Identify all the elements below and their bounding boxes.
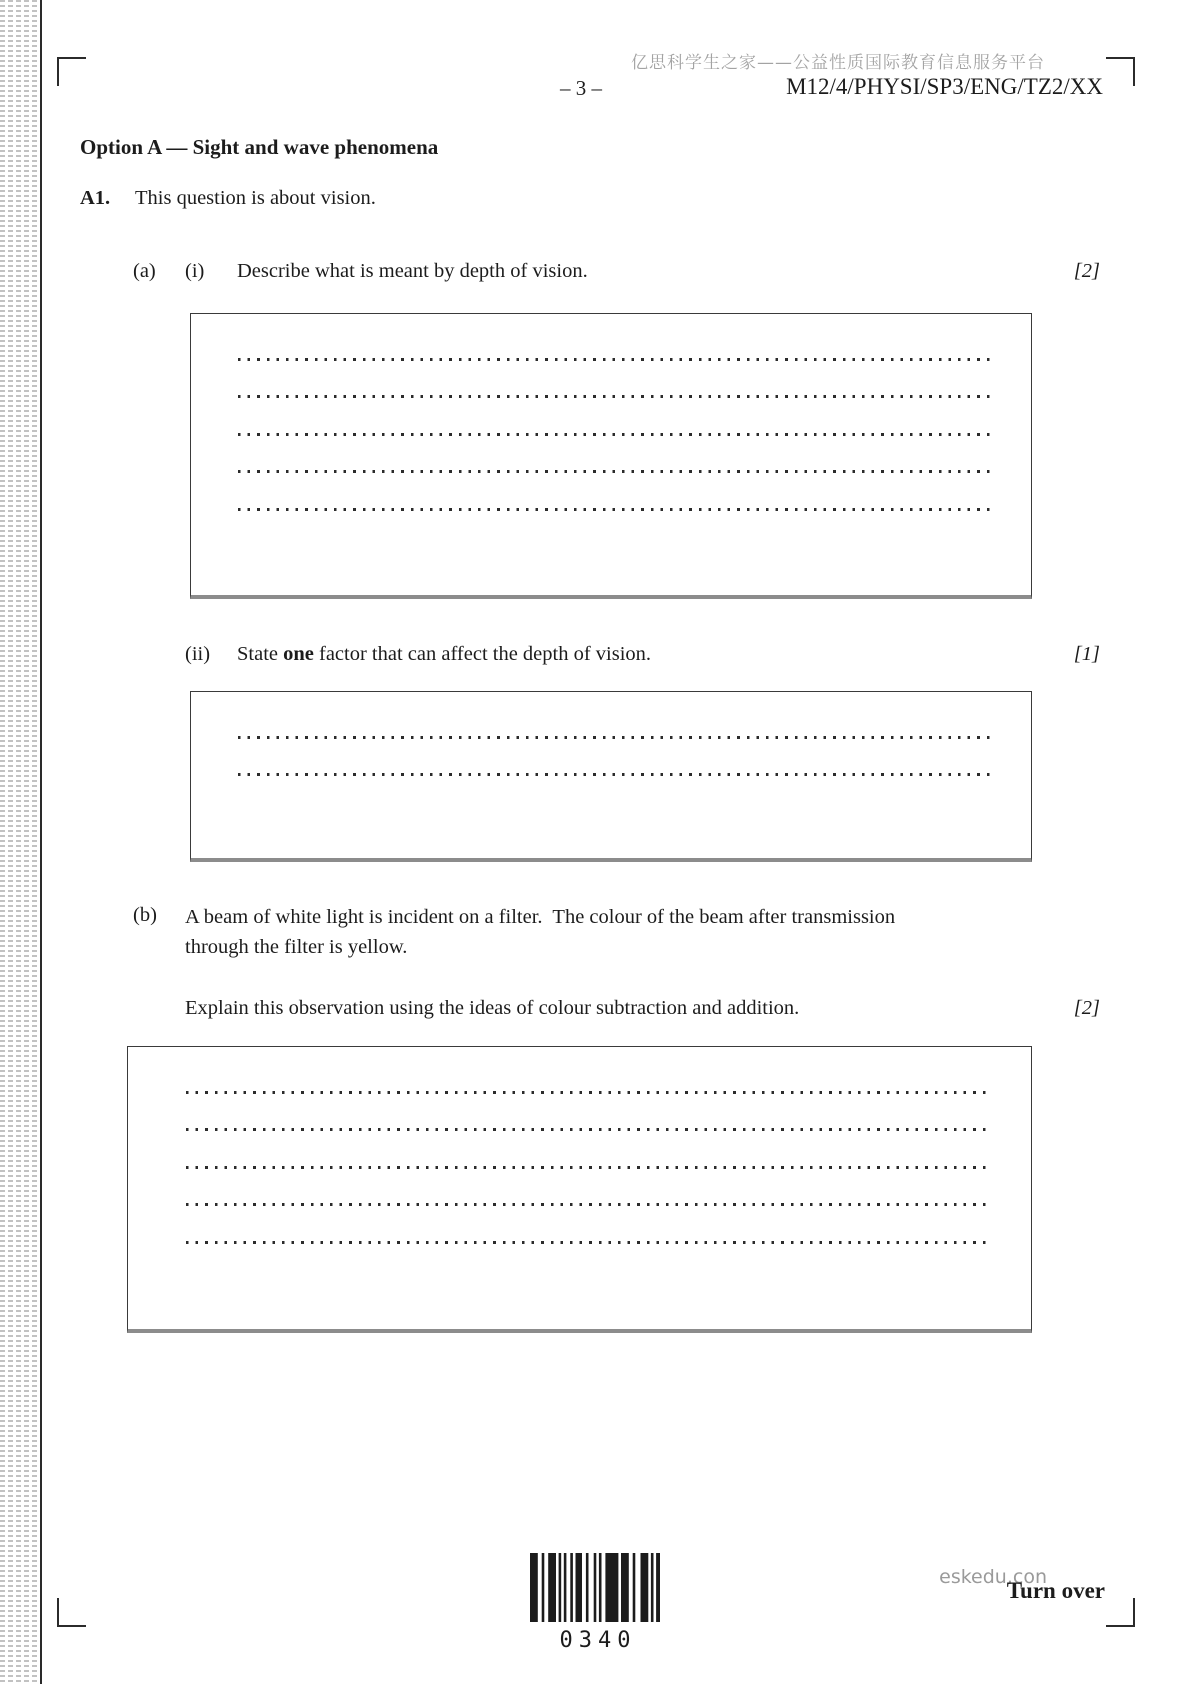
crop-mark-top-left-icon — [57, 57, 86, 86]
item-i-label: (i) — [185, 260, 205, 282]
answer-box-a-i — [190, 313, 1032, 599]
left-binding-texture — [0, 0, 42, 1684]
barcode-number: 0340 — [559, 1628, 637, 1653]
barcode-image — [530, 1553, 660, 1622]
answer-dotted-line — [238, 323, 995, 361]
part-b-statement-line1: A beam of white light is incident on a filter. The colour of the beam after transmission — [185, 906, 896, 928]
part-b-statement-line2: through the filter is yellow. — [185, 936, 408, 958]
section-heading: Option A — Sight and wave phenomena — [80, 135, 439, 159]
item-ii-text-before: State — [237, 643, 284, 665]
site-banner-watermark: 亿思科学生之家——公益性质国际教育信息服务平台 — [631, 53, 1045, 73]
answer-dotted-line — [186, 1206, 991, 1244]
item-ii-marks: [1] — [1073, 643, 1100, 665]
part-b-marks: [2] — [1073, 997, 1100, 1019]
question-number: A1. — [80, 187, 111, 209]
answer-dotted-line — [238, 398, 995, 436]
crop-mark-bottom-right-icon — [1106, 1598, 1135, 1627]
barcode — [530, 1553, 660, 1653]
answer-dotted-line — [186, 1169, 991, 1207]
answer-dotted-line — [238, 701, 995, 739]
crop-mark-top-right-icon — [1106, 57, 1135, 86]
answer-dotted-line — [186, 1131, 991, 1169]
part-a-label: (a) — [133, 260, 156, 282]
answer-box-b — [127, 1046, 1032, 1333]
answer-dotted-line — [186, 1094, 991, 1132]
question-intro-text: This question is about vision. — [135, 187, 376, 209]
item-ii-bold-word: one — [283, 643, 314, 665]
answer-dotted-line — [238, 739, 995, 777]
answer-dotted-line — [238, 361, 995, 399]
answer-dotted-line — [238, 473, 995, 511]
page-number: – 3 – — [560, 76, 602, 100]
item-ii-text-after: factor that can affect the depth of vision. — [313, 643, 652, 665]
item-i-marks: [2] — [1073, 260, 1100, 282]
answer-dotted-line — [186, 1056, 991, 1094]
footer-watermark: eskedu.con — [939, 1566, 1047, 1588]
turn-over-label: Turn over — [1006, 1578, 1105, 1603]
answer-box-a-ii — [190, 691, 1032, 862]
part-b-prompt-text: Explain this observation using the ideas of colour subtraction and addition. — [185, 997, 800, 1019]
item-i-question-text: Describe what is meant by depth of vision. — [237, 260, 588, 282]
item-ii-question-text — [237, 641, 980, 668]
item-ii-label: (ii) — [185, 643, 211, 665]
answer-dotted-line — [238, 436, 995, 474]
paper-code: M12/4/PHYSI/SP3/ENG/TZ2/XX — [786, 74, 1103, 99]
part-b-label: (b) — [133, 904, 157, 926]
crop-mark-bottom-left-icon — [57, 1598, 86, 1627]
part-b-statement — [185, 902, 980, 962]
